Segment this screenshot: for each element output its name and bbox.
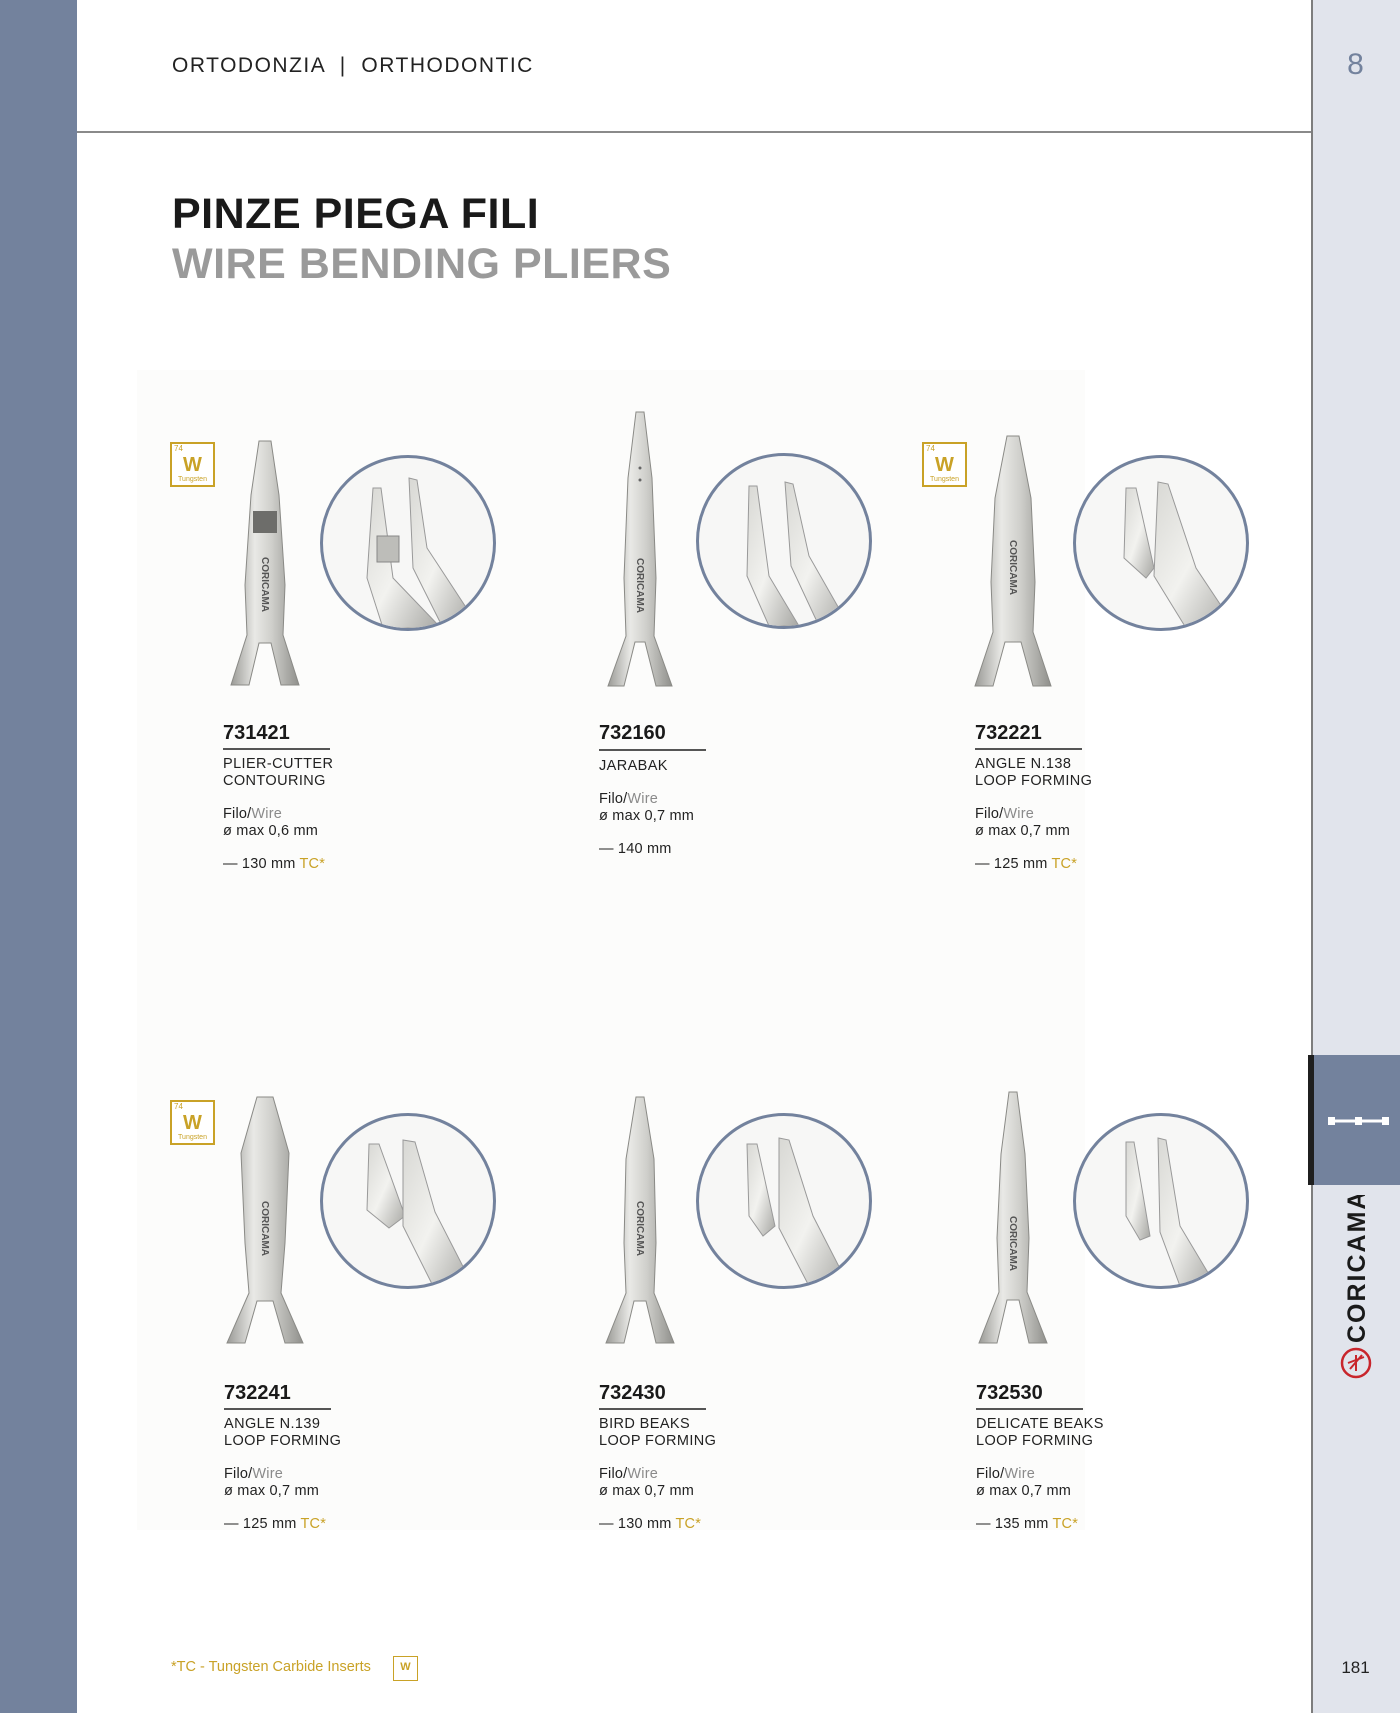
tungsten-badge-small: W [393,1656,418,1681]
code-underline [975,748,1082,750]
product-description: BIRD BEAKS LOOP FORMING [599,1416,717,1449]
code-underline [599,749,706,751]
plier-image [963,432,1063,688]
product-description: DELICATE BEAKS LOOP FORMING [976,1416,1104,1449]
product-description: PLIER-CUTTER CONTOURING [223,756,334,789]
length-spec: — 130 mm TC* [599,1516,702,1532]
brand-logo [1338,1195,1374,1385]
detail-zoom-circle [320,1113,496,1289]
tungsten-badge: 74 W Tungsten [170,442,215,487]
product-code: 732241 [224,1382,291,1404]
wire-spec: Filo/Wire ø max 0,6 mm [223,806,319,839]
detail-zoom-circle [1073,455,1249,631]
page-title-italian: PINZE PIEGA FILI [172,190,540,238]
tungsten-badge: 74 W Tungsten [170,1100,215,1145]
header-divider [77,131,1311,133]
detail-zoom-circle [320,455,496,631]
detail-zoom-circle [696,1113,872,1289]
product-code: 732160 [599,722,666,744]
svg-text:CORICAMA: CORICAMA [259,557,270,612]
plier-image [963,1088,1063,1345]
pliers-tab-icon [1314,1055,1400,1185]
section-label: ORTODONZIA | ORTHODONTIC [172,54,534,77]
code-underline [976,1408,1083,1410]
chapter-number: 8 [1347,48,1364,81]
length-spec: — 140 mm [599,841,672,857]
wire-spec: Filo/Wire ø max 0,7 mm [599,1466,695,1499]
product-code: 732430 [599,1382,666,1404]
wire-spec: Filo/Wire ø max 0,7 mm [224,1466,320,1499]
product-code: 732221 [975,722,1042,744]
left-color-bar [0,0,77,1713]
length-spec: — 125 mm TC* [224,1516,327,1532]
plier-image [215,435,315,687]
product-code: 731421 [223,722,290,744]
svg-text:CORICAMA: CORICAMA [634,558,645,613]
plier-image [590,408,690,688]
product-description: JARABAK [599,758,668,774]
code-underline [599,1408,706,1410]
product-description: ANGLE N.139 LOOP FORMING [224,1416,342,1449]
svg-text:CORICAMA: CORICAMA [1007,1216,1018,1271]
right-side-panel [1311,0,1400,1713]
detail-zoom-circle [1073,1113,1249,1289]
svg-text:CORICAMA: CORICAMA [1007,540,1018,595]
brand-name: CORICAMA [1343,1195,1371,1343]
product-description: ANGLE N.138 LOOP FORMING [975,756,1093,789]
wire-spec: Filo/Wire ø max 0,7 mm [599,791,695,824]
length-spec: — 135 mm TC* [976,1516,1079,1532]
length-spec: — 130 mm TC* [223,856,326,872]
plier-image [215,1093,315,1345]
page-number: 181 [1341,1658,1370,1677]
code-underline [223,748,330,750]
code-underline [224,1408,331,1410]
page-title-english: WIRE BENDING PLIERS [172,240,672,288]
footnote: *TC - Tungsten Carbide Inserts [171,1659,371,1675]
svg-text:CORICAMA: CORICAMA [634,1201,645,1256]
wire-spec: Filo/Wire ø max 0,7 mm [976,1466,1072,1499]
length-spec: — 125 mm TC* [975,856,1078,872]
product-code: 732530 [976,1382,1043,1404]
chapter-tab[interactable] [1308,1055,1400,1185]
svg-text:CORICAMA: CORICAMA [259,1201,270,1256]
plier-image [590,1093,690,1345]
tungsten-badge: 74 W Tungsten [922,442,967,487]
detail-zoom-circle [696,453,872,629]
wire-spec: Filo/Wire ø max 0,7 mm [975,806,1071,839]
